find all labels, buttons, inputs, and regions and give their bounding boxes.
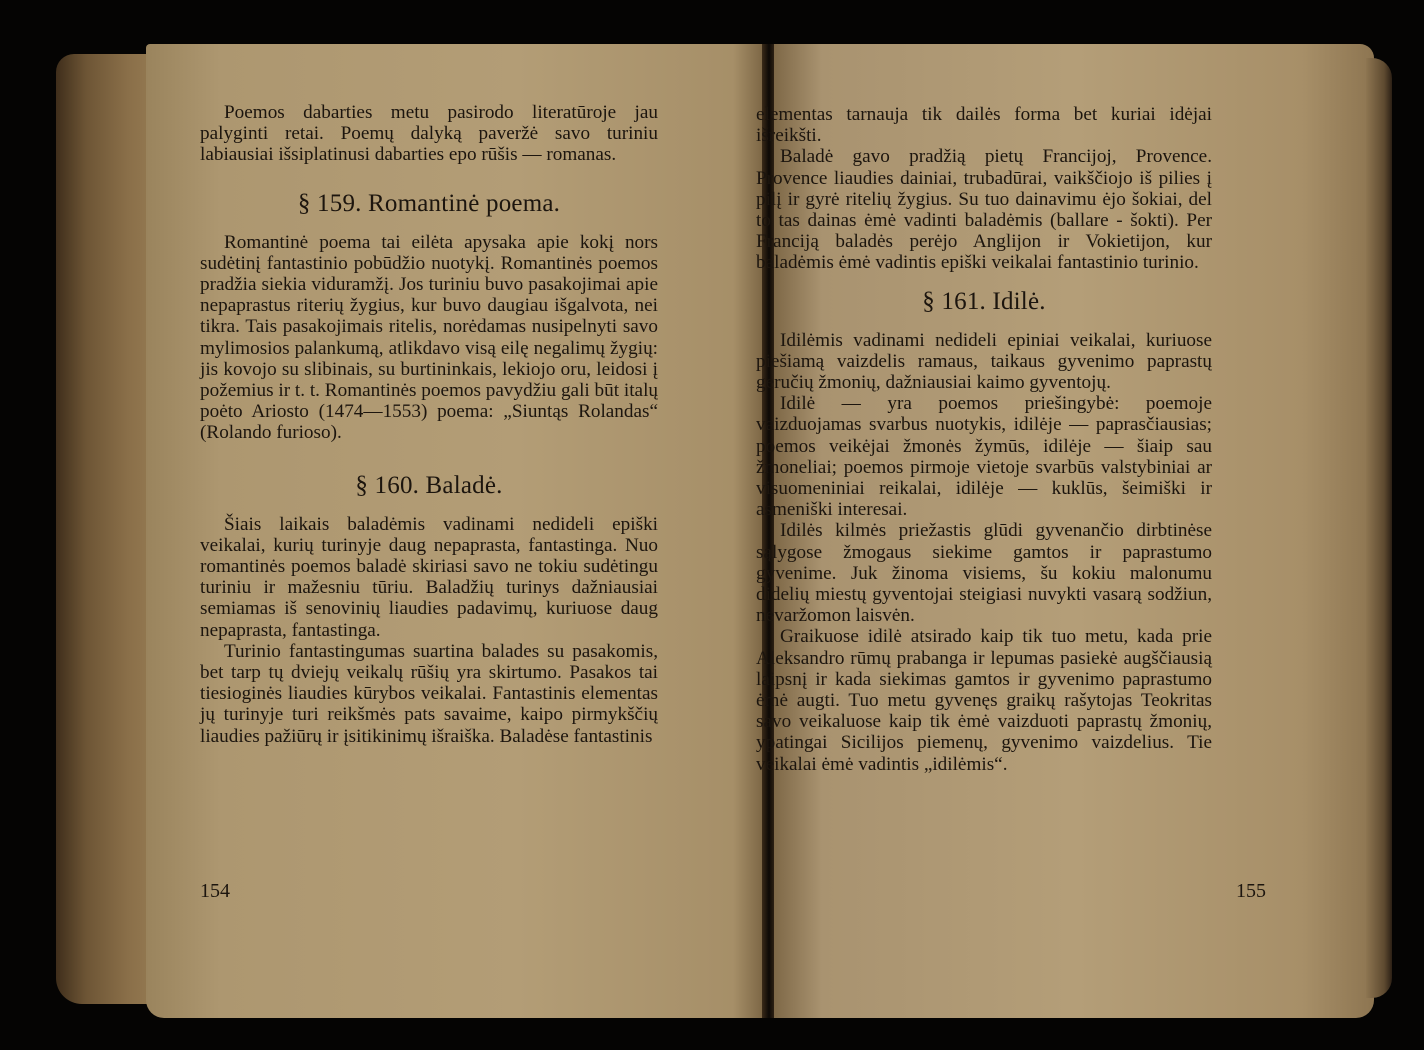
left-page-text — [200, 102, 658, 747]
paragraph: Romantinė poema tai eilėta apysaka apie kokį nors sudėtinį fantastinio pobūdžio nuotykį. Romantinės poemos pradžia siekia viduramžį. Jos turiniu buvo pasakojimai apie nepaprastus riterių žygius, kur buvo daugiau išgalvota, nei tikra. Tais pasakojimais ritelis, norėdamas nusipelnyti savo mylimosios palankumą, atlikdavo visą eilę negalimų žygių: jis kovojo su slibinais, su burtininkais, lekiojo oru, leidosi į požemius ir t. t. Romantinės poemos pavydžiu gali būt italų poėto Ariosto (1474—1553) poema: „Siuntąs Rolandas“ (Rolando furioso). — [200, 231, 658, 444]
paragraph: Idilė — yra poemos priešingybė: poemoje vaizduojamas svarbus nuotykis, idilėje — paprasčiausias; poemos veikėjai žmonės žymūs, idilėje — šiaip sau žmoneliai; poemos pirmoje vietoje svarbūs valstybiniai ar visuomeniniai reikalai, idilėje — kuklūs, šeimiški ir asmeniški interesai. — [756, 393, 1212, 521]
right-page-text — [756, 104, 1212, 775]
page-number-left: 154 — [200, 880, 230, 902]
paragraph: Šiais laikais baladėmis vadinami nedideli epiški veikalai, kurių turinyje daug nepaprasta, fantastinga. Nuo romantinės poemos baladė skiriasi savo ne tokiu sudėtingu turiniu ir mažesniu tūriu. Baladžių turinys dažniausiai semiamas iš senovinių liaudies padavimų, kuriuose daug nepaprasta, fantastinga. — [200, 513, 658, 641]
section-heading-159: § 159. Romantinė poema. — [297, 189, 561, 217]
paragraph: Poemos dabarties metu pasirodo literatūroje jau palyginti retai. Poemų dalyką paveržė savo turiniu labiausiai išsiplatinusi dabarties epo rūšis — romanas. — [200, 102, 658, 166]
book-page-edges-right — [1366, 58, 1392, 998]
paragraph: Baladė gavo pradžią pietų Francijoj, Provence. Provence liaudies dainiai, trubadūrai, vaikščiojo iš pilies į pilį ir gyrė ritelių žygius. Su tuo dainavimu ėjo šokiai, del to tas dainas ėmė vadinti baladėmis (ballare - šokti). Per Franciją baladės perėjo Anglijon ir Vokietijon, kur baladėmis ėmė vadintis epiški veikalai fantastinio turinio. — [756, 146, 1212, 274]
paragraph-continuation: elementas tarnauja tik dailės forma bet kuriai idėjai išreikšti. — [756, 104, 1212, 147]
paragraph: Turinio fantastingumas suartina balades su pasakomis, bet tarp tų dviejų veikalų rūšių yra skirtumo. Pasakos tai tiesioginės liaudies kūrybos veikalai. Fantastinis elementas jų turinyje turi reikšmės pats savaime, kaipo pirmykščių liaudies pažiūrų ir įsitikinimų išraiška. Baladėse fantastinis — [200, 640, 658, 747]
paragraph: Idilės kilmės priežastis glūdi gyvenančio dirbtinėse sąlygose žmogaus siekime gamtos ir paprastumo gyvenime. Juk žinoma visiems, šu kokiu malonumu didelių miestų gyventojai steigiasi nuvykti vasarą sodžiun, nevaržomon laisvėn. — [756, 520, 1212, 627]
paragraph: Graikuose idilė atsirado kaip tik tuo metu, kada prie Aleksandro rūmų prabanga ir lepumas pasiekė augščiausią laipsnį ir kada siekimas gamtos ir gyvenimo paprastumo ėmė augti. Tuo metu gyvenęs graikų rašytojas Teokritas savo veikaluose kaip tik ėmė vaizduoti paprastų žmonių, ypatingai Sicilijos piemenų, gyvenimo vaizdelius. Tie veikalai ėmė vadintis „idilėmis“. — [756, 626, 1212, 775]
section-heading-161: § 161. Idilė. — [922, 287, 1046, 315]
paragraph: Idilėmis vadinami nedideli epiniai veikalai, kuriuose piešiamą vaizdelis ramaus, taikaus gyvenimo paprastų geručių žmonių, dažniausiai kaimo gyventojų. — [756, 329, 1212, 394]
page-number-right: 155 — [1236, 880, 1266, 902]
section-heading-160: § 160. Baladė. — [355, 471, 503, 499]
